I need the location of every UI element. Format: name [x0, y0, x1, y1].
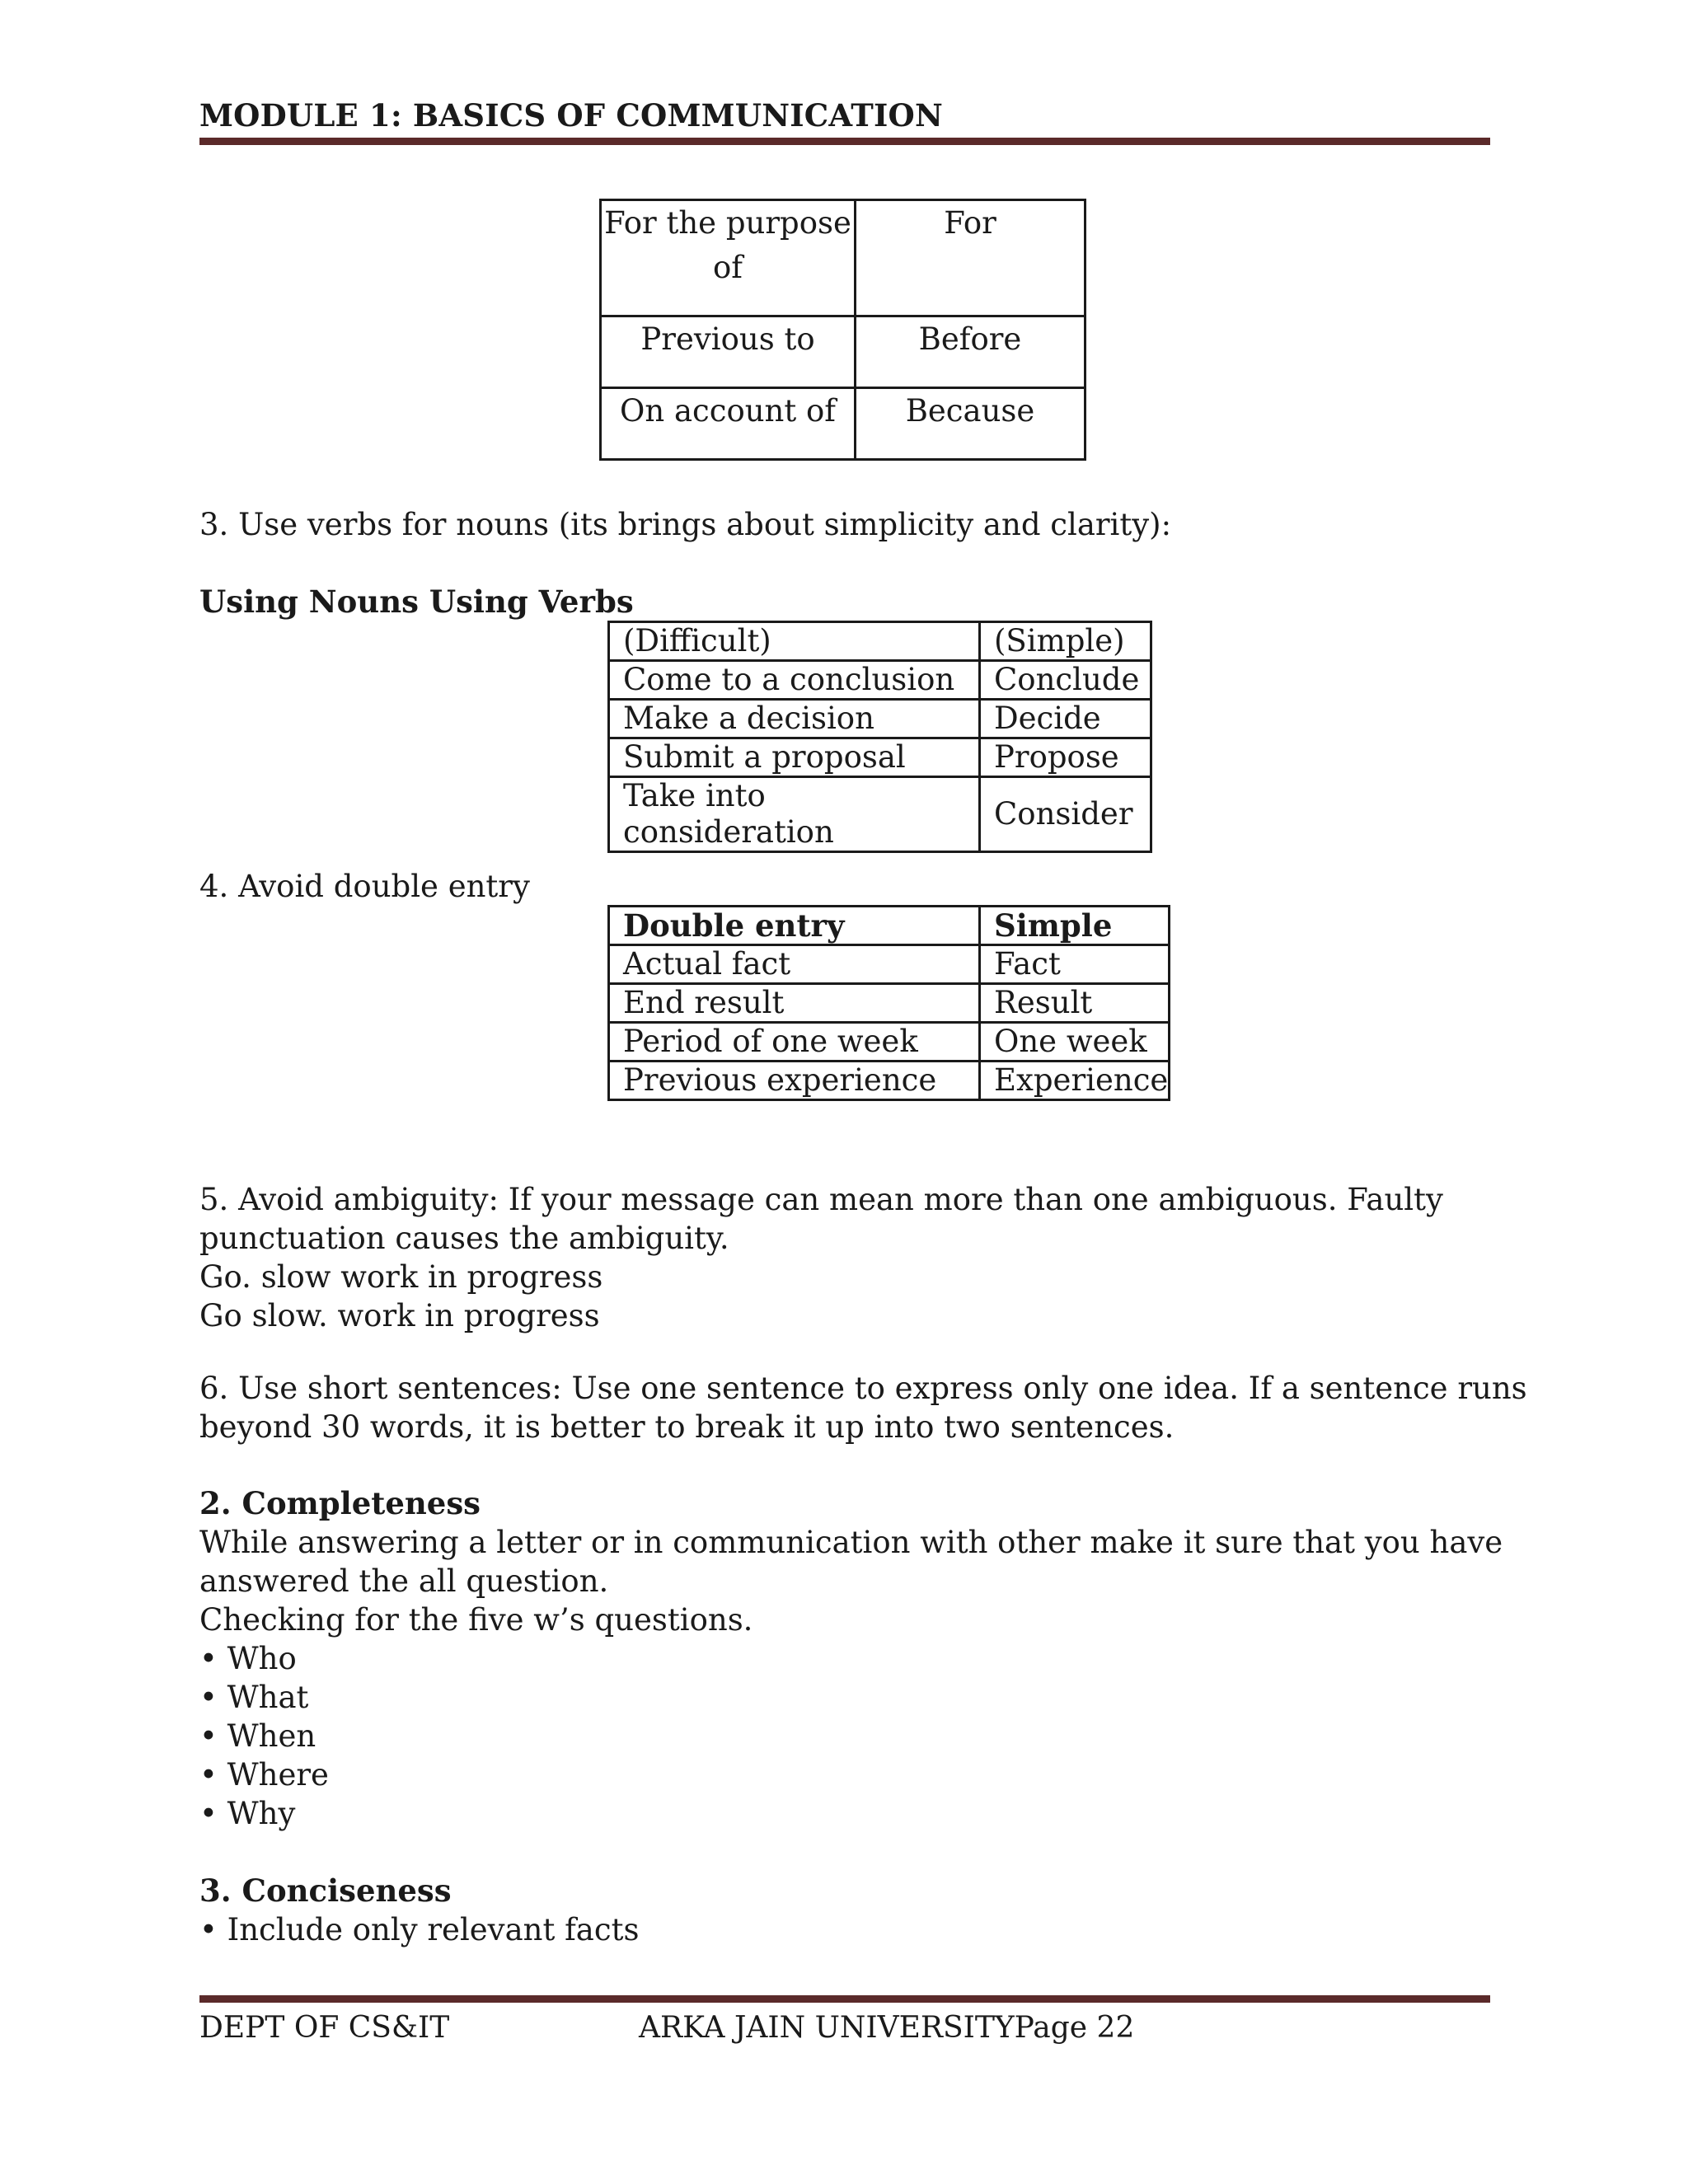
table-cell: Period of one week	[609, 1023, 980, 1062]
table-cell: (Difficult)	[609, 622, 980, 661]
table-cell: Result	[980, 984, 1170, 1023]
table-cell: Because	[856, 388, 1085, 460]
double-entry-table	[607, 905, 1170, 1101]
table-header-cell: Simple	[980, 907, 1170, 945]
table-header-row	[609, 907, 1170, 945]
point-5-line-2: punctuation causes the ambiguity.	[199, 1221, 729, 1256]
table-cell: End result	[609, 984, 980, 1023]
table-cell: Decide	[980, 700, 1151, 738]
list-item: • Who	[199, 1641, 297, 1676]
completeness-line-1: While answering a letter or in communication with other make it sure that you have	[199, 1525, 1503, 1560]
table-row	[609, 738, 1151, 777]
table-cell: Experience	[980, 1062, 1170, 1100]
footer-rule	[199, 1995, 1490, 2003]
point-5-example-2: Go slow. work in progress	[199, 1298, 600, 1333]
point-6-line-1: 6. Use short sentences: Use one sentence to express only one idea. If a sentence runs	[199, 1371, 1527, 1406]
table-header-cell: Double entry	[609, 907, 980, 945]
table-cell: Conclude	[980, 661, 1151, 700]
table-row	[609, 700, 1151, 738]
table-row	[609, 622, 1151, 661]
table-row	[601, 316, 1085, 388]
table-cell: Before	[856, 316, 1085, 388]
list-item: • Where	[199, 1757, 329, 1793]
header-rule	[199, 138, 1490, 145]
point-6-line-2: beyond 30 words, it is better to break it up into two sentences.	[199, 1409, 1175, 1445]
table-row	[609, 1062, 1170, 1100]
table-cell: Previous experience	[609, 1062, 980, 1100]
completeness-line-2: answered the all question.	[199, 1563, 609, 1599]
table-row	[609, 1023, 1170, 1062]
completeness-heading: 2. Completeness	[199, 1485, 481, 1521]
table-cell: For	[856, 200, 1085, 316]
point-3-subheading: Using Nouns Using Verbs	[199, 583, 634, 620]
table-row	[601, 200, 1085, 316]
table-cell: Fact	[980, 945, 1170, 984]
list-item: • When	[199, 1718, 316, 1754]
footer-university-page: ARKA JAIN UNIVERSITYPage 22	[639, 2011, 1135, 2045]
table-cell: Make a decision	[609, 700, 980, 738]
table-cell: One week	[980, 1023, 1170, 1062]
table-row	[609, 945, 1170, 984]
table-cell: Consider	[980, 777, 1151, 852]
point-5-line-1: 5. Avoid ambiguity: If your message can mean more than one ambiguous. Faulty	[199, 1182, 1443, 1217]
table-row	[609, 984, 1170, 1023]
list-item: • Why	[199, 1796, 296, 1831]
table-cell: Propose	[980, 738, 1151, 777]
point-4-text: 4. Avoid double entry	[199, 869, 530, 904]
table-row	[609, 661, 1151, 700]
phrase-table	[599, 199, 1086, 461]
table-cell: For the purpose of	[601, 200, 856, 316]
list-item: • What	[199, 1680, 309, 1715]
table-row	[601, 388, 1085, 460]
table-cell: Come to a conclusion	[609, 661, 980, 700]
table-cell: On account of	[601, 388, 856, 460]
table-cell: Take into consideration	[609, 777, 980, 852]
page-header-title: MODULE 1: BASICS OF COMMUNICATION	[199, 97, 943, 134]
completeness-line-3: Checking for the five w’s questions.	[199, 1602, 753, 1638]
table-cell: Actual fact	[609, 945, 980, 984]
footer-dept: DEPT OF CS&IT	[199, 2011, 450, 2045]
list-item: • Include only relevant facts	[199, 1912, 640, 1947]
table-cell: Previous to	[601, 316, 856, 388]
table-cell: Submit a proposal	[609, 738, 980, 777]
table-row	[609, 777, 1151, 852]
conciseness-heading: 3. Conciseness	[199, 1872, 452, 1909]
table-cell: (Simple)	[980, 622, 1151, 661]
point-5-example-1: Go. slow work in progress	[199, 1259, 603, 1295]
point-3-text: 3. Use verbs for nouns (its brings about simplicity and clarity):	[199, 507, 1172, 542]
nouns-verbs-table	[607, 621, 1152, 853]
